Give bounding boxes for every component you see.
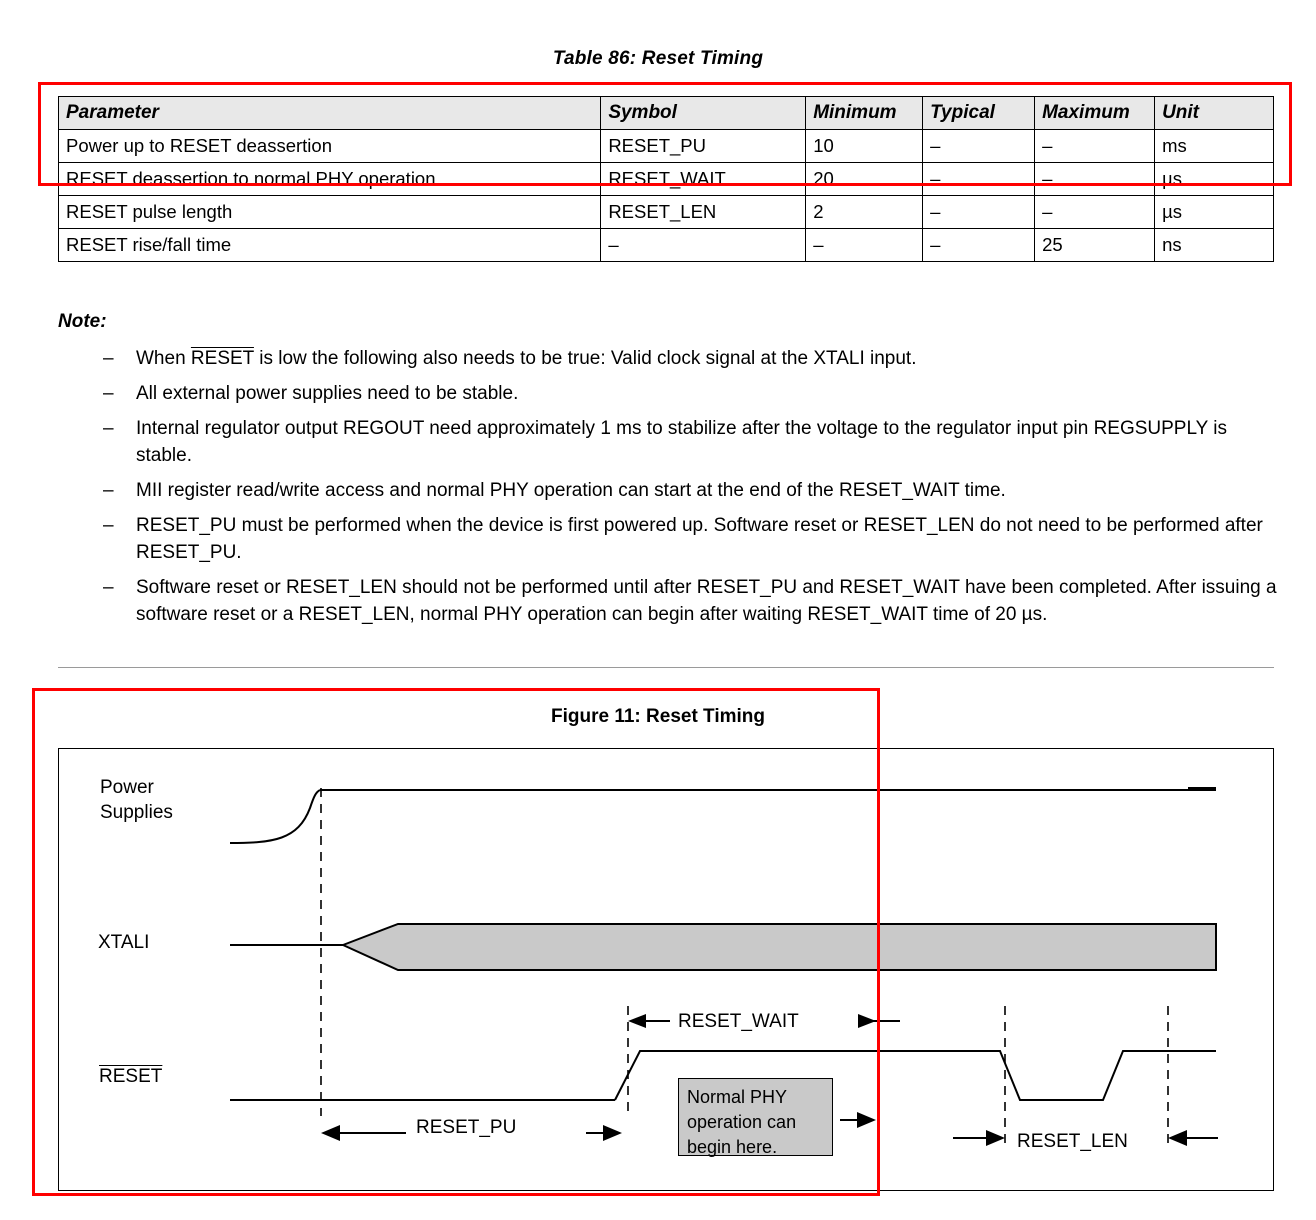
table-row <box>59 229 1274 262</box>
reset-pu-arrow-left <box>321 1125 340 1141</box>
cell-parameter: RESET deassertion to normal PHY operation <box>59 163 601 196</box>
cell-symbol: RESET_WAIT <box>601 163 806 196</box>
cell-symbol: – <box>601 229 806 262</box>
figure-title: Figure 11: Reset Timing <box>551 706 765 727</box>
xtali-burst <box>343 924 1216 970</box>
cell-minimum: 10 <box>806 130 923 163</box>
reset-len-arrow-left <box>986 1130 1005 1146</box>
list-bullet: – <box>103 383 114 404</box>
normal-phy-line2: operation can <box>687 1112 797 1132</box>
normal-phy-line1: Normal PHY <box>687 1087 788 1107</box>
cell-typical: – <box>923 196 1035 229</box>
cell-minimum: 20 <box>806 163 923 196</box>
table-header-row <box>59 97 1274 130</box>
table-row <box>59 196 1274 229</box>
list-item <box>103 415 1283 469</box>
list-item-text: RESET_PU must be performed when the device is first powered up. Software reset or RESET_LEN do not need to be performed after RESET_PU. <box>136 515 1263 563</box>
cell-typical: – <box>923 163 1035 196</box>
table-row <box>59 130 1274 163</box>
column-header-parameter: Parameter <box>59 97 601 130</box>
cell-minimum: 2 <box>806 196 923 229</box>
cell-typical: – <box>923 229 1035 262</box>
cell-maximum: 25 <box>1035 229 1155 262</box>
cell-unit: ns <box>1155 229 1274 262</box>
list-item <box>103 512 1283 566</box>
cell-symbol: RESET_PU <box>601 130 806 163</box>
table-row <box>59 163 1274 196</box>
normal-phy-line3: begin here. <box>687 1137 778 1157</box>
cell-unit: ms <box>1155 130 1274 163</box>
list-item-text: Software reset or RESET_LEN should not be performed until after RESET_PU and RESET_WAIT have been completed. After issuing a software reset or a RESET_LEN, normal PHY operation can begin after waiting RESET_WAIT time of 20 µs. <box>136 577 1277 625</box>
list-bullet: – <box>103 480 114 501</box>
cell-parameter: RESET rise/fall time <box>59 229 601 262</box>
list-item <box>103 574 1283 628</box>
signal-label-xtali: XTALI <box>98 932 150 953</box>
cell-parameter: Power up to RESET deassertion <box>59 130 601 163</box>
reset-pu-arrow-right <box>603 1125 622 1141</box>
signal-label-power-line2: Supplies <box>100 802 173 823</box>
section-divider <box>58 667 1274 668</box>
annotation-reset-pu: RESET_PU <box>416 1117 517 1138</box>
list-item-text: MII register read/write access and normal PHY operation can start at the end of the RESET_WAIT time. <box>136 480 1006 501</box>
list-item-text: All external power supplies need to be stable. <box>136 383 519 404</box>
column-header-symbol: Symbol <box>601 97 806 130</box>
power-supply-ramp <box>230 790 320 843</box>
cell-symbol: RESET_LEN <box>601 196 806 229</box>
list-item <box>103 380 1283 407</box>
note-list <box>103 345 1283 636</box>
column-header-unit: Unit <box>1155 97 1274 130</box>
list-bullet: – <box>103 418 114 439</box>
reset-len-arrow-right <box>1168 1130 1187 1146</box>
list-bullet: – <box>103 515 114 536</box>
annotation-reset-len: RESET_LEN <box>1017 1131 1128 1152</box>
reset-timing-waveform <box>58 748 1274 1191</box>
signal-label-power-line1: Power <box>100 777 154 798</box>
annotation-reset-wait: RESET_WAIT <box>678 1011 799 1032</box>
normal-phy-pointer-arrow <box>857 1112 876 1128</box>
list-item-text: When RESET is low the following also needs to be true: Valid clock signal at the XTALI input. <box>136 348 917 369</box>
cell-minimum: – <box>806 229 923 262</box>
column-header-typical: Typical <box>923 97 1035 130</box>
column-header-maximum: Maximum <box>1035 97 1155 130</box>
cell-maximum: – <box>1035 130 1155 163</box>
signal-label-power-supplies <box>100 775 173 825</box>
reset-timing-table <box>58 96 1274 262</box>
cell-typical: – <box>923 130 1035 163</box>
cell-unit: µs <box>1155 196 1274 229</box>
list-item-text: Internal regulator output REGOUT need approximately 1 ms to stabilize after the voltage to the regulator input pin REGSUPPLY is stable. <box>136 418 1227 466</box>
cell-maximum: – <box>1035 163 1155 196</box>
note-label: Note: <box>58 311 107 332</box>
cell-unit: µs <box>1155 163 1274 196</box>
list-item <box>103 477 1283 504</box>
cell-maximum: – <box>1035 196 1155 229</box>
list-bullet: – <box>103 577 114 598</box>
cell-parameter: RESET pulse length <box>59 196 601 229</box>
table-title: Table 86: Reset Timing <box>552 48 764 69</box>
list-item <box>103 345 1283 372</box>
list-bullet: – <box>103 348 114 369</box>
column-header-minimum: Minimum <box>806 97 923 130</box>
annotation-normal-phy-box <box>678 1078 833 1156</box>
signal-label-reset: RESET <box>99 1066 163 1087</box>
